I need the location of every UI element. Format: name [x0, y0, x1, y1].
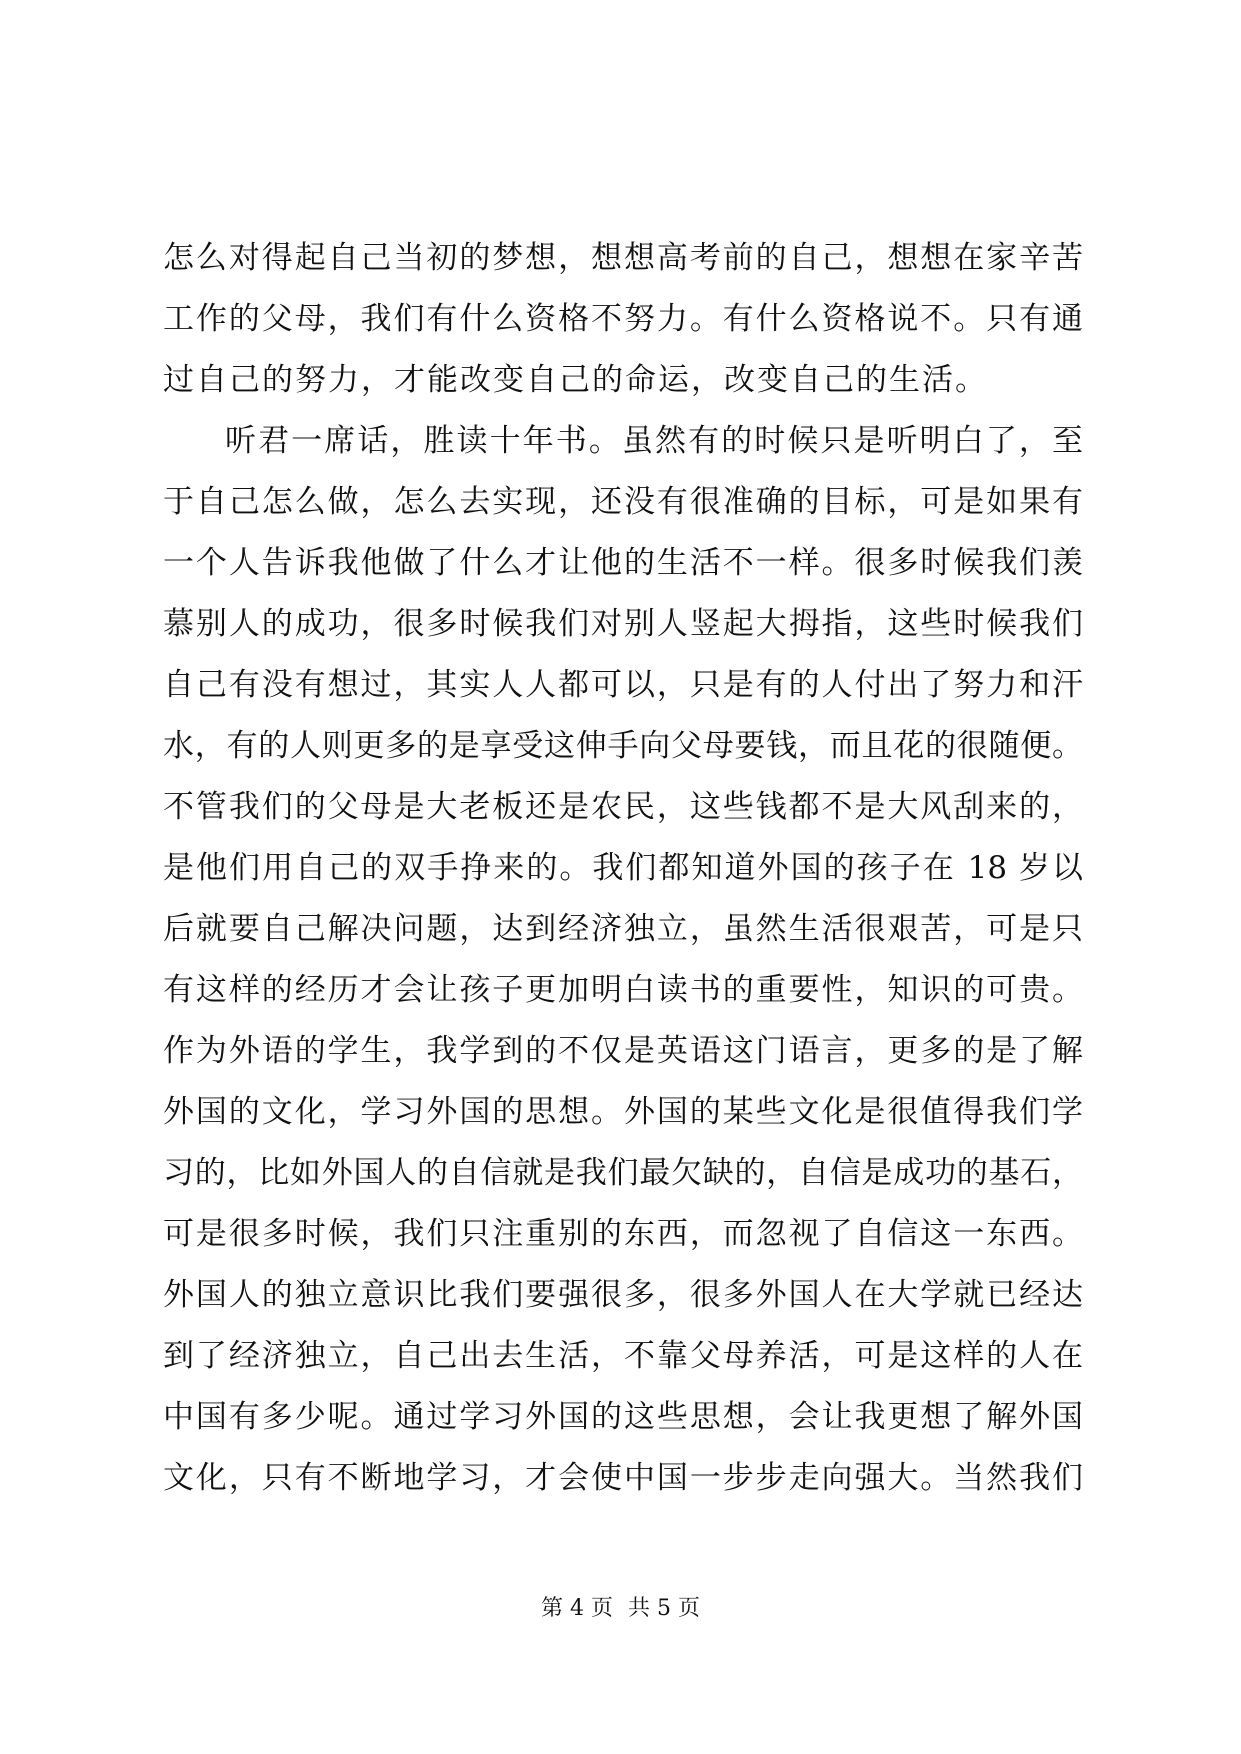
text-line: 不管我们的父母是大老板还是农民，这些钱都不是大风刮来的， — [163, 789, 1083, 825]
text-line: 文化，只有不断地学习，才会使中国一步步走向强大。当然我们 — [163, 1460, 1083, 1496]
text-line: 外国的文化，学习外国的思想。外国的某些文化是很值得我们学 — [163, 1094, 1083, 1130]
page-total: 共 5 页 — [628, 1596, 700, 1621]
paragraph-1 — [163, 228, 1083, 411]
text-line: 后就要自己解决问题，达到经济独立，虽然生活很艰苦，可是只 — [163, 911, 1083, 947]
text-line: 工作的父母，我们有什么资格不努力。有什么资格说不。只有通 — [163, 301, 1083, 337]
text-line: 自己有没有想过，其实人人都可以，只是有的人付出了努力和汗 — [163, 667, 1083, 703]
text-line: 作为外语的学生，我学到的不仅是英语这门语言，更多的是了解 — [163, 1033, 1083, 1069]
text-line: 于自己怎么做，怎么去实现，还没有很准确的目标，可是如果有 — [163, 484, 1083, 520]
text-line: 怎么对得起自己当初的梦想，想想高考前的自己，想想在家辛苦 — [163, 240, 1083, 276]
paragraph-2 — [163, 411, 1083, 1509]
page-number: 第 4 页 — [541, 1596, 613, 1621]
text-line: 有这样的经历才会让孩子更加明白读书的重要性，知识的可贵。 — [163, 972, 1083, 1008]
page-footer — [0, 1594, 1241, 1624]
document-body — [163, 228, 1083, 1509]
text-line: 过自己的努力，才能改变自己的命运，改变自己的生活。 — [163, 362, 988, 398]
text-line: 听君一席话，胜读十年书。虽然有的时候只是听明白了，至 — [225, 423, 1083, 459]
text-line: 一个人告诉我他做了什么才让他的生活不一样。很多时候我们羡 — [163, 545, 1083, 581]
text-line: 可是很多时候，我们只注重别的东西，而忽视了自信这一东西。 — [163, 1216, 1083, 1252]
text-line: 外国人的独立意识比我们要强很多，很多外国人在大学就已经达 — [163, 1277, 1083, 1313]
text-line: 到了经济独立，自己出去生活，不靠父母养活，可是这样的人在 — [163, 1338, 1083, 1374]
text-line: 习的，比如外国人的自信就是我们最欠缺的，自信是成功的基石， — [163, 1155, 1083, 1191]
text-line: 水，有的人则更多的是享受这伸手向父母要钱，而且花的很随便。 — [163, 728, 1083, 764]
text-line: 中国有多少呢。通过学习外国的这些思想，会让我更想了解外国 — [163, 1399, 1083, 1435]
text-line: 慕别人的成功，很多时候我们对别人竖起大拇指，这些时候我们 — [163, 606, 1083, 642]
text-line: 是他们用自己的双手挣来的。我们都知道外国的孩子在 18 岁以 — [163, 850, 1083, 886]
